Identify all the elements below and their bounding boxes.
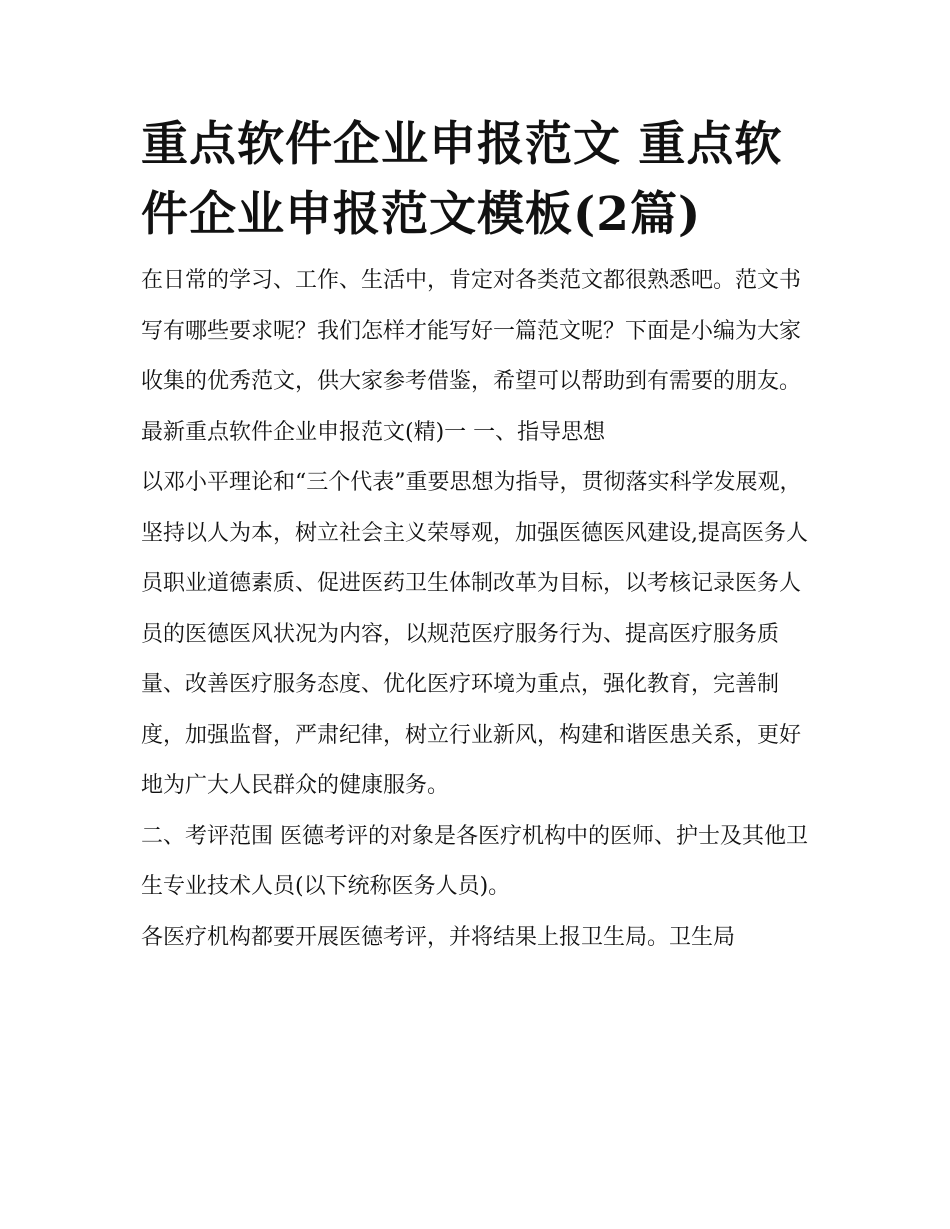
section-heading-guiding-thought: 最新重点软件企业申报范文(精)一 一、指导思想: [141, 419, 606, 445]
evaluation-scope-paragraph: 二、考评范围 医德考评的对象是各医疗机构中的医师、护士及其他卫生专业技术人员(以下统称医务人员)。: [141, 823, 808, 899]
guiding-thought-paragraph: 以邓小平理论和“三个代表”重要思想为指导，贯彻落实科学发展观，坚持以人为本，树立社会主义荣辱观，加强医德医风建设,提高医务人员职业道德素质、促进医药卫生体制改革为目标，以考核记录医务人员的医德医风状况为内容，以规范医疗服务行为、提高医疗服务质量、改善医疗服务态度、优化医疗环境为重点，强化教育，完善制度，加强监督，严肃纪律，树立行业新风，构建和谐医患关系，更好地为广大人民群众的健康服务。: [141, 470, 808, 798]
document-title: 重点软件企业申报范文 重点软件企业申报范文模板(2篇): [141, 117, 783, 242]
evaluation-requirement-paragraph: 各医疗机构都要开展医德考评，并将结果上报卫生局。卫生局: [141, 924, 736, 950]
document-content: [141, 110, 811, 963]
intro-paragraph: 在日常的学习、工作、生活中，肯定对各类范文都很熟悉吧。范文书写有哪些要求呢？我们怎样才能写好一篇范文呢？下面是小编为大家收集的优秀范文，供大家参考借鉴，希望可以帮助到有需要的朋友。: [141, 268, 802, 394]
